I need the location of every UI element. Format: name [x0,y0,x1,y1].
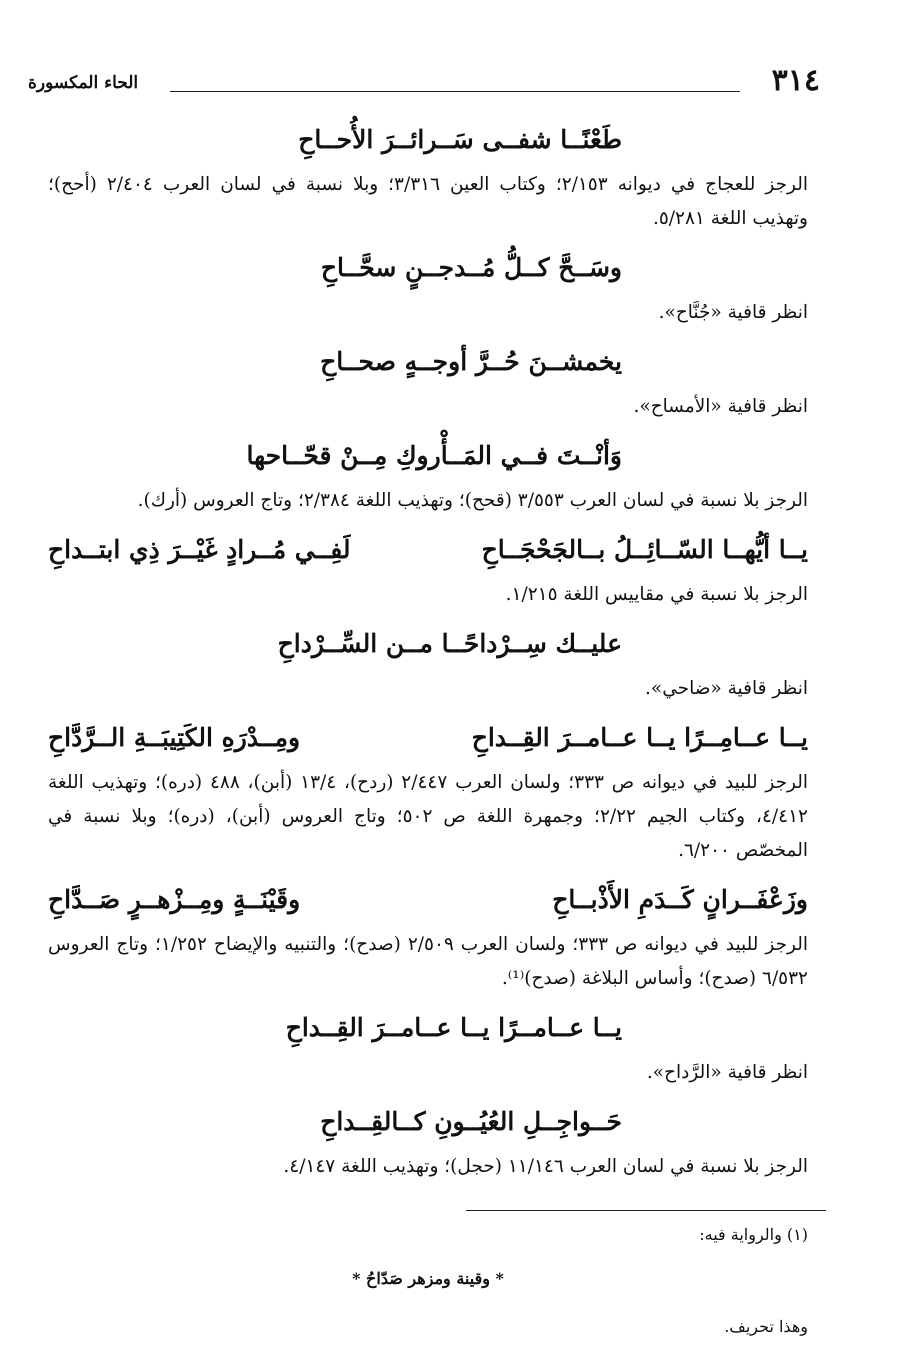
verse-line [48,526,808,574]
source-note: الرجز بلا نسبة في لسان العرب ١١/١٤٦ (حجل)؛ وتهذيب اللغة ٤/١٤٧. [283,1156,808,1177]
footnote-1: (١) والرواية فيه: [699,1225,808,1244]
verse-line: حَــواجِــلِ العُيُــونِ كــالقِــداحِ [320,1107,622,1136]
verse-line [48,876,808,924]
running-title: الحاء المكسورة [28,73,139,93]
verse-hemistich-second: وقَيْنَــةٍ ومِــزْهــرٍ صَــدَّاحِ [48,885,301,914]
verse-hemistich-second: لَفِــي مُــرادٍ غَيْــرَ ذِي ابتــداحِ [48,535,351,564]
footnote-verse: * وقينة ومزهر صَدّاحُ * [352,1269,504,1288]
source-note: الرجز للعجاج في ديوانه ٢/١٥٣؛ وكتاب العين ٣/٣١٦؛ وبلا نسبة في لسان العرب ٢/٤٠٤ (أحح)؛ وتهذيب اللغة ٥/٢٨١. [48,174,808,229]
verse-line: يخمشــنَ حُــرَّ أوجــهٍ صحــاحِ [320,347,622,376]
source-note: انظر قافية «الرَّداح». [646,1062,808,1083]
verse-line: يــا عــامــرًا يــا عــامــرَ القِــداحِ [285,1013,622,1042]
verse-hemistich-first: وزَعْفَــرانٍ كَــدَمِ الأَذْبــاحِ [552,885,808,914]
verse-line: وَأنْــتَ فــي المَــأْروكِ مِــنْ قحّــاحها [246,441,622,470]
source-note: الرجز بلا نسبة في مقاييس اللغة ١/٢١٥. [505,584,808,605]
source-note: الرجز للبيد في ديوانه ص ٣٣٣؛ ولسان العرب ٢/٤٤٧ (ردح)، ١٣/٤ (أبن)، ٤٨٨ (دره)؛ وتهذيب اللغة ٤/٤١٢، وكتاب الجيم ٢/٢٢؛ وجمهرة اللغة ص ٥٠٢؛ وتاج العروس (أبن)، (دره)؛ وبلا نسبة في المخصّص ٦/٢٠٠. [48,772,809,861]
verse-line: طَعْنًــا شفــى سَــرائــرَ الأُحــاحِ [298,125,622,154]
verse-line: وسَــحَّ كــلُّ مُــدجــنٍ سحَّــاحِ [320,253,622,282]
verse-line [48,714,808,762]
page-number: ٣١٤ [771,63,820,98]
source-note: انظر قافية «الأمساح». [633,396,808,417]
source-note: انظر قافية «ضاحي». [645,678,808,699]
source-note: الرجز للبيد في ديوانه ص ٣٣٣؛ ولسان العرب ٢/٥٠٩ (صدح)؛ والتنبيه والإيضاح ١/٢٥٢؛ وتاج العروس ٦/٥٣٢ (صدح)؛ وأساس البلاغة (صدح)⁽¹⁾. [48,934,808,989]
source-note: انظر قافية «جُنَّاح». [658,302,808,323]
footnote-remark: وهذا تحريف. [724,1317,808,1336]
verse-hemistich-first: يــا أيُّهــا السّــائِــلُ بــالجَحْجَــاحِ [481,535,808,564]
entries [48,116,808,1192]
page-header [28,64,820,98]
header-rule [170,91,740,92]
footnote-rule [466,1210,826,1211]
verse-hemistich-first: يــا عــامِــرًا يــا عــامــرَ القِــداحِ [471,723,808,752]
verse-hemistich-second: ومِــدْرَهِ الكَتِيبَــةِ الــرَّدَّاحِ [48,723,301,752]
footnotes [48,1220,808,1342]
source-note: الرجز بلا نسبة في لسان العرب ٣/٥٥٣ (قحح)؛ وتهذيب اللغة ٢/٣٨٤؛ وتاج العروس (أرك). [137,490,808,511]
verse-line: عليــك سِــرْداحًــا مــن السِّــرْداحِ [277,629,622,658]
